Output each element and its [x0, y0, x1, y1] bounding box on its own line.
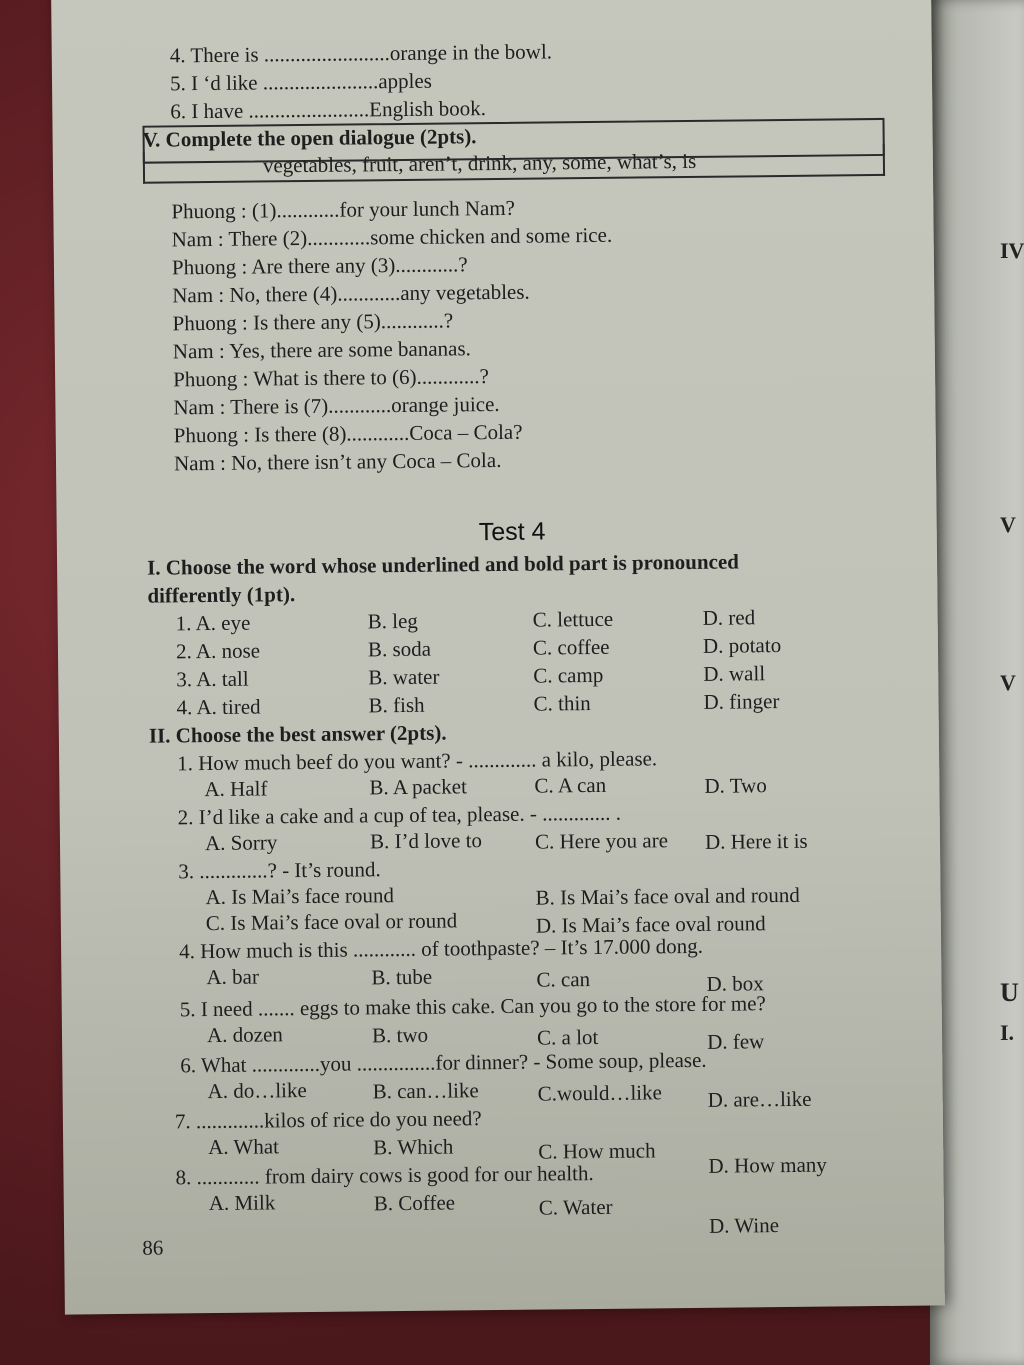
- option: C. Is Mai’s face oval or round: [205, 908, 458, 936]
- option: C.would…like: [537, 1080, 663, 1106]
- option: C. thin: [533, 691, 591, 716]
- dialogue-line-1: Phuong : (1)............for your lunch Nam?: [171, 195, 516, 224]
- option: C. coffee: [532, 634, 610, 660]
- option: D. finger: [703, 689, 780, 714]
- word-box-words: vegetables, fruit, aren’t, drink, any, some, what’s, is: [262, 148, 697, 178]
- option: D. few: [706, 1029, 765, 1054]
- option: B. fish: [368, 692, 425, 718]
- section-i-heading-1: I. Choose the word whose underlined and bold part is pronounced: [146, 549, 740, 580]
- option: C. a lot: [536, 1024, 599, 1050]
- option: D. potato: [702, 633, 782, 658]
- iv-item-6: 6. I have .......................English book.: [170, 96, 487, 124]
- option: 3. A. tall: [176, 666, 249, 692]
- section-v-heading: V. Complete the open dialogue (2pts).: [142, 124, 477, 152]
- option: A. dozen: [206, 1022, 283, 1048]
- option: C. Here you are: [534, 828, 669, 854]
- option: 4. A. tired: [176, 694, 261, 720]
- dialogue-line-5: Phuong : Is there any (5)............?: [172, 308, 454, 336]
- option: C. How much: [538, 1138, 656, 1164]
- book-page: [51, 0, 945, 1315]
- option: B. Which: [373, 1134, 454, 1160]
- dialogue-line-9: Phuong : Is there (8)............Coca – Cola?: [173, 419, 523, 448]
- option: D. red: [702, 605, 756, 630]
- option: D. box: [706, 971, 764, 996]
- question-8: 8. ............ from dairy cows is good for our health.: [175, 1161, 594, 1190]
- dialogue-line-10: Nam : No, there isn’t any Coca – Cola.: [173, 447, 502, 476]
- option: B. tube: [371, 964, 433, 990]
- right-page-letter-3: V: [1000, 670, 1016, 695]
- iv-item-4: 4. There is ........................orange in the bowl.: [169, 39, 553, 68]
- option: D. Is Mai’s face oval round: [535, 911, 766, 938]
- dialogue-line-2: Nam : There (2)............some chicken and some rice.: [171, 222, 613, 252]
- option: D. are…like: [707, 1086, 812, 1112]
- section-ii-heading: II. Choose the best answer (2pts).: [148, 720, 447, 748]
- option: C. A can: [534, 772, 607, 798]
- right-page-letter-5: I.: [1000, 1020, 1015, 1045]
- question-7: 7. .............kilos of rice do you need?: [174, 1106, 482, 1134]
- dialogue-line-7: Phuong : What is there to (6)............?: [173, 364, 489, 392]
- right-page-letter-4: U: [1000, 978, 1019, 1007]
- dialogue-line-8: Nam : There is (7)............orange juice.: [173, 391, 500, 420]
- option: B. I’d love to: [369, 828, 483, 854]
- option: B. leg: [367, 608, 418, 634]
- option: B. two: [371, 1022, 429, 1048]
- option: D. Wine: [708, 1213, 780, 1238]
- page-number: 86: [142, 1235, 164, 1260]
- option: C. Water: [538, 1194, 613, 1220]
- option: A. Sorry: [204, 830, 278, 856]
- option: 1. A. eye: [175, 610, 251, 636]
- option: B. A packet: [369, 774, 467, 800]
- question-1: 1. How much beef do you want? - ............. a kilo, please.: [177, 746, 658, 776]
- option: B. soda: [367, 636, 432, 662]
- option: C. camp: [533, 662, 604, 688]
- page-content: [141, 5, 931, 1260]
- option: B. water: [368, 664, 440, 690]
- option: A. Is Mai’s face round: [205, 883, 395, 910]
- option: B. Coffee: [373, 1190, 456, 1216]
- option: A. Half: [204, 776, 268, 802]
- dialogue-line-6: Nam : Yes, there are some bananas.: [172, 336, 471, 364]
- option: C. lettuce: [532, 606, 614, 632]
- option: C. can: [536, 967, 591, 992]
- option: D. wall: [703, 661, 766, 686]
- question-6: 6. What .............you ...............for dinner? - Some soup, please.: [180, 1047, 707, 1078]
- question-2: 2. I’d like a cake and a cup of tea, please. - ............. .: [177, 800, 621, 830]
- dialogue-line-3: Phuong : Are there any (3)............?: [171, 252, 468, 280]
- right-page-letter-2: V: [1000, 512, 1016, 537]
- option: D. Two: [704, 773, 767, 798]
- option: D. How many: [708, 1152, 827, 1178]
- section-i-heading-2: differently (1pt).: [147, 582, 296, 608]
- right-page-letter-1: IV: [1000, 238, 1024, 263]
- iv-item-5: 5. I ‘d like ......................apples: [169, 68, 433, 96]
- option: A. Milk: [208, 1190, 276, 1216]
- option: B. Is Mai’s face oval and round: [535, 882, 800, 910]
- dialogue-line-4: Nam : No, there (4)............any vegetables.: [172, 279, 530, 308]
- option: D. Here it is: [704, 828, 808, 854]
- option: A. What: [208, 1134, 280, 1160]
- test-title: Test 4: [478, 517, 546, 547]
- question-3: 3. .............? - It’s round.: [178, 857, 381, 884]
- option: 2. A. nose: [175, 638, 261, 664]
- question-5: 5. I need ....... eggs to make this cake. Can you go to the store for me?: [179, 991, 766, 1022]
- option: B. can…like: [372, 1078, 479, 1104]
- question-4: 4. How much is this ............ of toothpaste? – It’s 17.000 dong.: [179, 933, 704, 964]
- option: A. bar: [206, 964, 260, 990]
- option: A. do…like: [207, 1078, 307, 1104]
